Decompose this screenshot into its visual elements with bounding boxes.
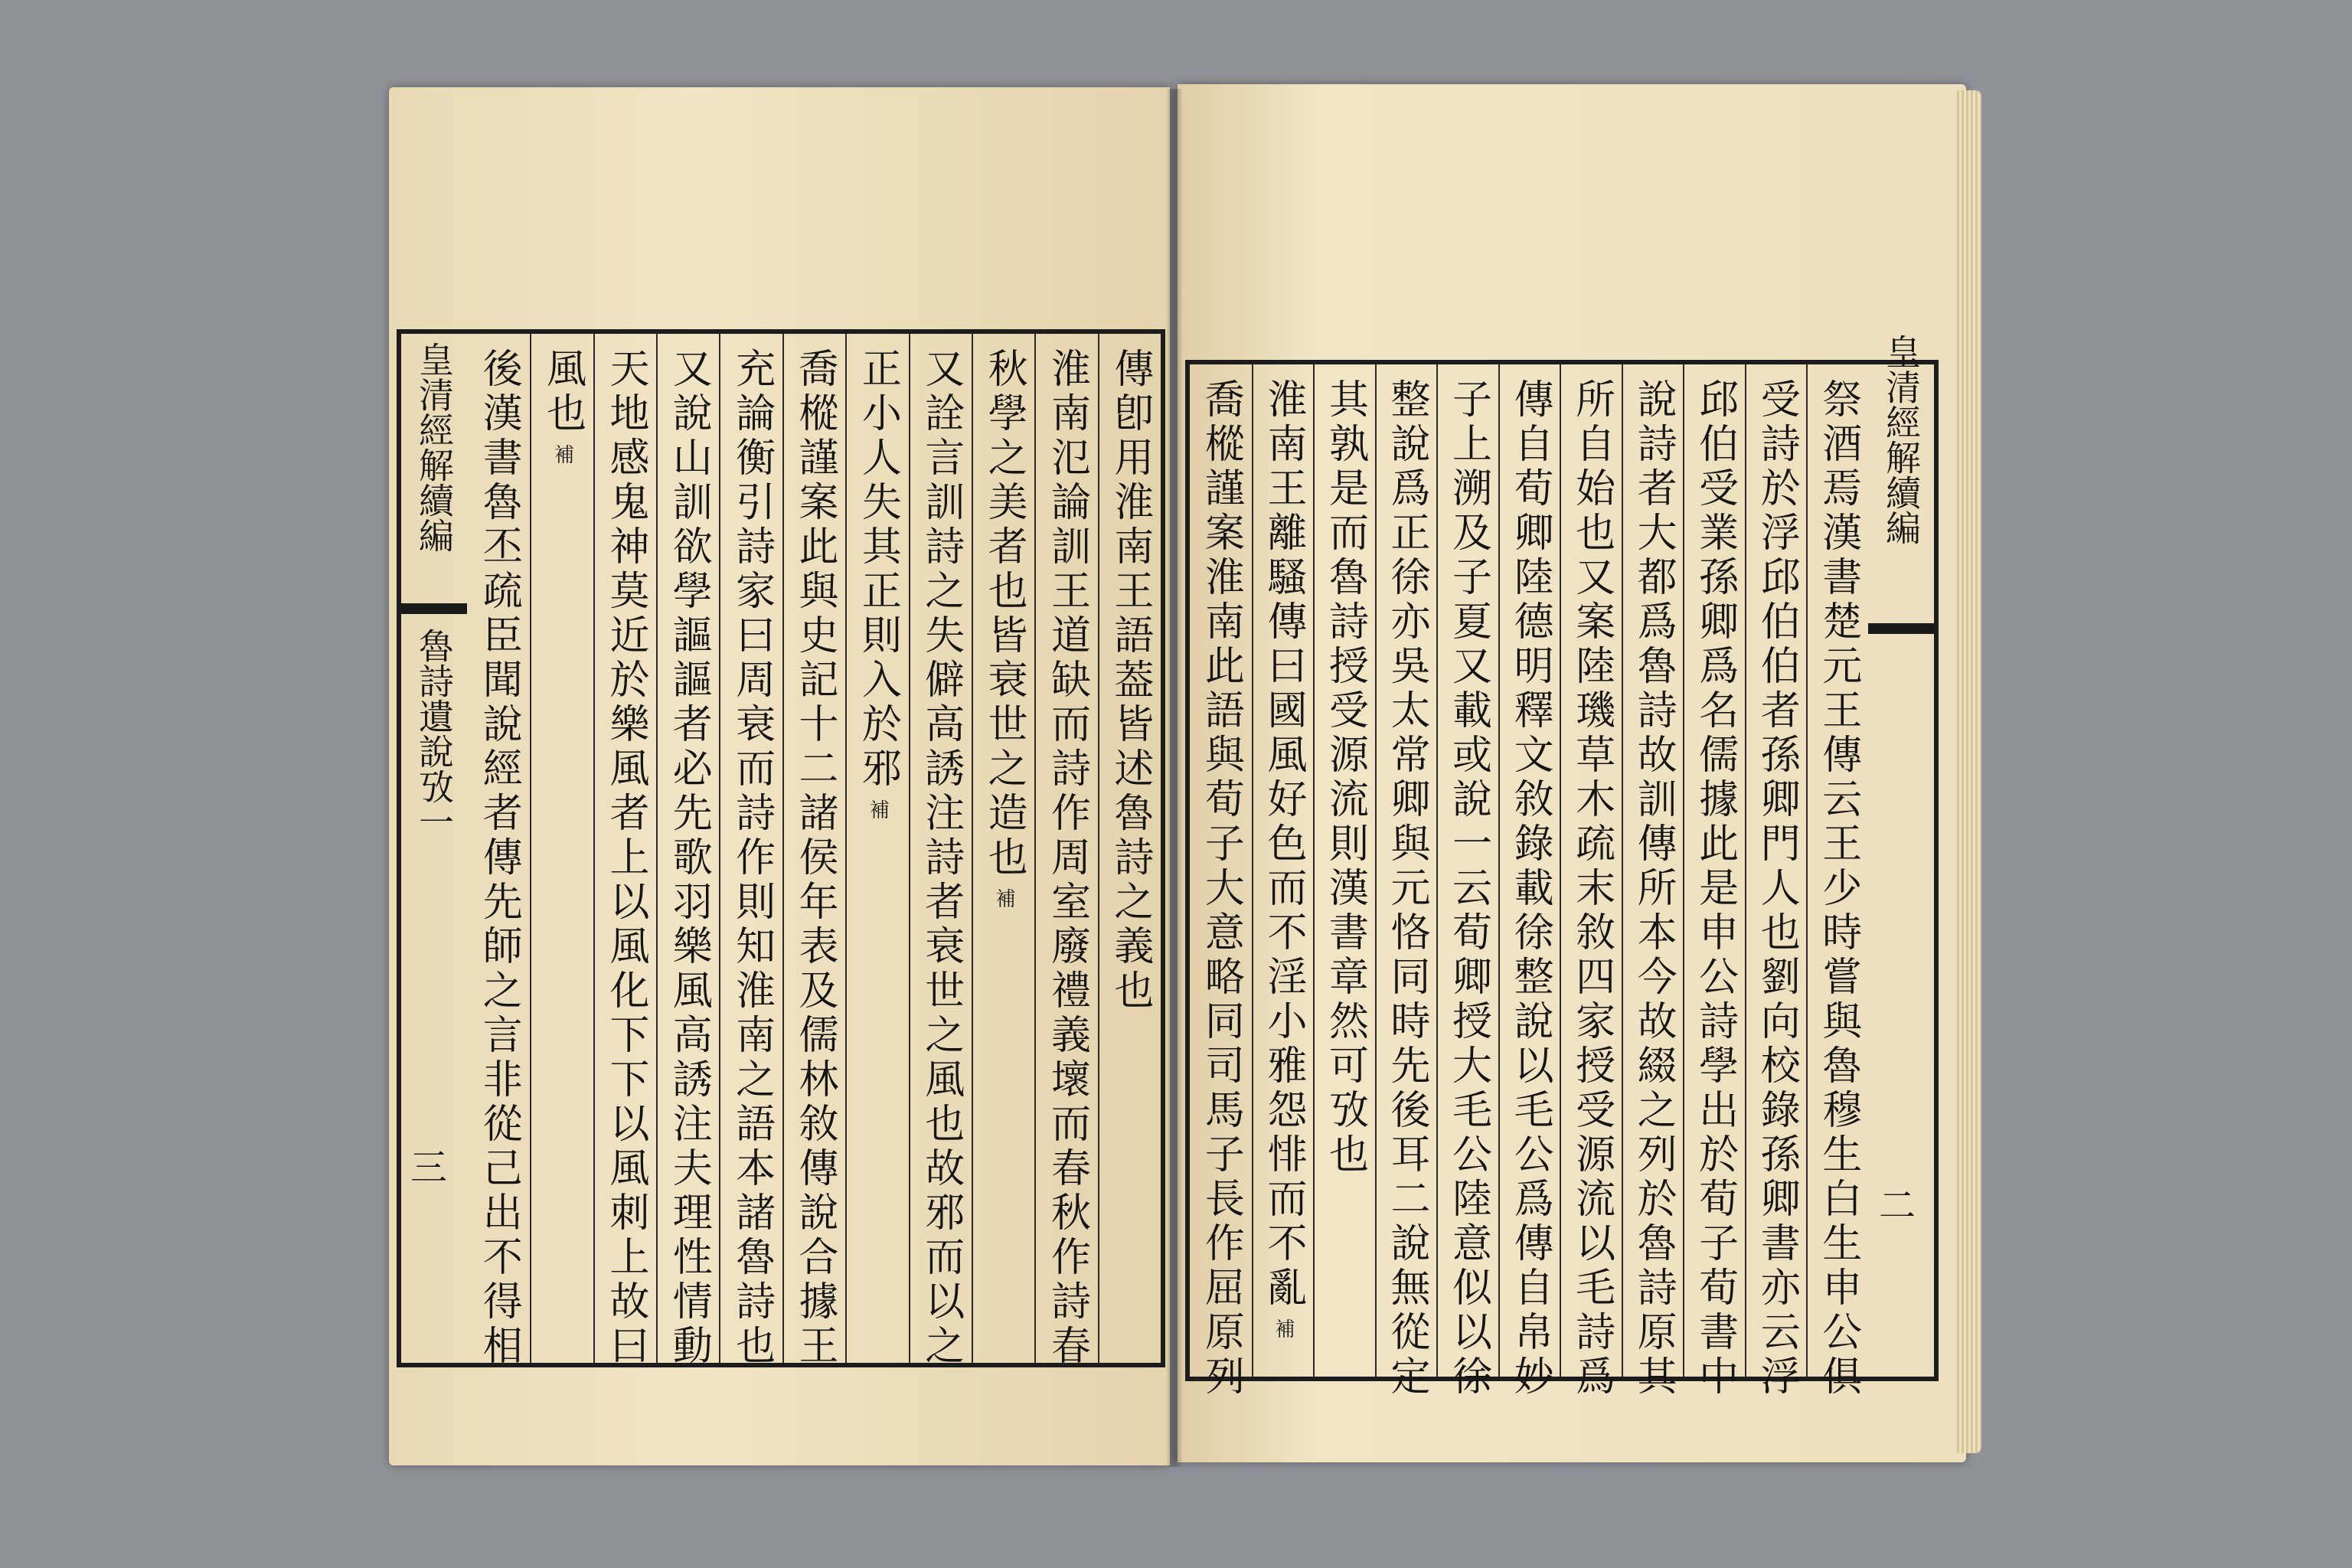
left-page-column xyxy=(656,334,719,1369)
annotation-note: 補 xyxy=(550,444,574,469)
column-text: 說詩者大都爲魯詩故訓傳所本今故綴之列於魯詩原其 xyxy=(1630,378,1677,1400)
right-page-column xyxy=(1806,364,1868,1400)
right-page-column xyxy=(1498,364,1560,1400)
column-text: 又說山訓欲學謳謳者必先歌羽樂風高誘注夫理性情動 xyxy=(665,348,712,1369)
right-page-column xyxy=(1252,364,1314,1377)
column-text: 其孰是而魯詩授受源流則漢書章然可攷也 xyxy=(1321,378,1368,1178)
left-page-column xyxy=(530,334,593,1363)
column-text: 傳卽用淮南王語葢皆述魯詩之義也 xyxy=(1106,348,1153,1014)
book-gutter xyxy=(1167,89,1182,1467)
page-edges xyxy=(1957,90,1981,1453)
right-page-column xyxy=(1622,364,1684,1400)
column-text: 秋學之美者也皆衰世之造也 xyxy=(981,348,1027,880)
annotation-note: 補 xyxy=(1271,1318,1295,1343)
left-banxin xyxy=(401,334,467,1363)
column-text: 後漢書魯丕疏臣聞說經者傳先師之言非從己出不得相 xyxy=(475,348,522,1369)
right-fishtail-mark xyxy=(1868,623,1934,634)
right-page-column xyxy=(1745,364,1807,1400)
annotation-note: 補 xyxy=(866,799,890,824)
annotation-note: 補 xyxy=(992,888,1016,913)
column-text: 傳自荀卿陸德明釋文敘錄載徐整說以毛公爲傳自帛妙 xyxy=(1507,378,1553,1400)
right-banxin-title: 皇清經解續編 xyxy=(1880,334,1922,545)
right-page-column xyxy=(1560,364,1622,1400)
left-fishtail-mark xyxy=(401,603,467,614)
column-text: 淮南王離騷傳曰國風好色而不淫小雅怨悱而不亂 xyxy=(1259,378,1306,1311)
left-page-column xyxy=(467,334,530,1369)
column-text: 子上溯及子夏又載或說一云荀卿授大毛公陸意似以徐 xyxy=(1445,378,1491,1400)
right-banxin xyxy=(1868,334,1934,1377)
right-page-column xyxy=(1375,364,1437,1400)
left-page-column xyxy=(972,334,1034,1363)
right-page-number: 二 xyxy=(1879,1184,1916,1227)
left-page-column xyxy=(1034,334,1097,1369)
left-page-column xyxy=(1098,334,1161,1363)
column-text: 風也 xyxy=(539,348,586,436)
left-banxin-title: 皇清經解續編 xyxy=(413,341,455,553)
column-text: 所自始也又案陸璣草木疏末敘四家授受源流以毛詩爲 xyxy=(1568,378,1615,1400)
column-text: 喬樅謹案此與史記十二諸侯年表及儒林敘傳說合據王 xyxy=(792,348,838,1369)
column-text: 天地感鬼神莫近於樂風者上以風化下下以風刺上故曰 xyxy=(602,348,648,1369)
left-page-column xyxy=(593,334,656,1369)
open-book xyxy=(374,74,1981,1482)
column-text: 受詩於浮邱伯伯者孫卿門人也劉向校錄孫卿書亦云浮 xyxy=(1753,378,1800,1400)
column-text: 又詮言訓詩之失僻高誘注詩者衰世之風也故邪而以之 xyxy=(917,348,964,1369)
left-page-column xyxy=(909,334,972,1369)
right-page-column xyxy=(1190,364,1252,1400)
left-text-frame xyxy=(397,329,1165,1367)
column-text: 邱伯受業孫卿爲名儒據此是申公詩學出於荀子荀書中 xyxy=(1691,378,1738,1400)
left-page-column xyxy=(845,334,908,1363)
column-text: 喬樅謹案淮南此語與荀子大意略同司馬子長作屈原列 xyxy=(1197,378,1244,1400)
left-page-column xyxy=(782,334,845,1369)
left-banxin-section: 魯詩遺說攷一 xyxy=(413,628,455,839)
column-text: 正小人失其正則入於邪 xyxy=(854,348,901,792)
column-text: 充論衡引詩家曰周衰而詩作則知淮南之語本諸魯詩也 xyxy=(728,348,775,1369)
right-page-column xyxy=(1683,364,1745,1400)
right-page-column xyxy=(1313,364,1375,1377)
column-text: 祭酒焉漢書楚元王傳云王少時嘗與魯穆生白生申公俱 xyxy=(1815,378,1861,1400)
left-page-number: 三 xyxy=(410,1146,448,1189)
column-text: 淮南氾論訓王道缺而詩作周室廢禮義壞而春秋作詩春 xyxy=(1044,348,1090,1369)
left-page-column xyxy=(719,334,782,1369)
right-page-column xyxy=(1436,364,1498,1400)
right-text-frame xyxy=(1185,334,1939,1400)
column-text: 整說爲正徐亦吳太常卿與元恪同時先後耳二說無從定 xyxy=(1383,378,1430,1400)
